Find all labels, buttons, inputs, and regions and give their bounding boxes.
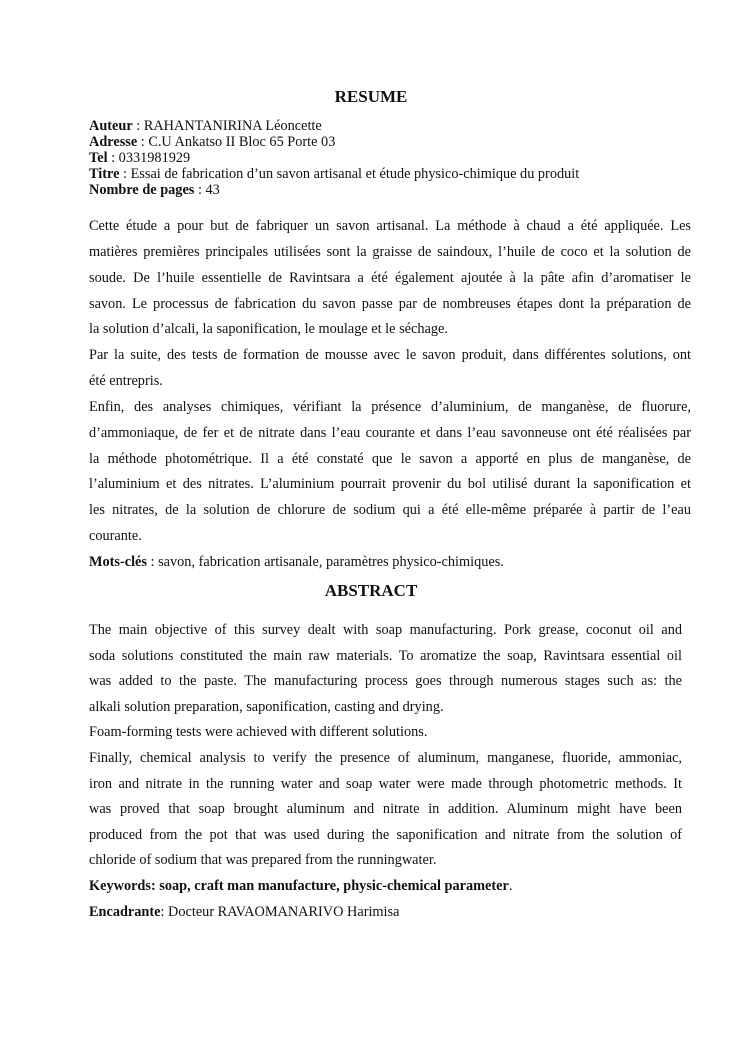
text-line: Finally, chemical analysis to verify the presence of aluminum, manganese, fluoride, ammoniac, [89, 749, 682, 766]
supervisor-name: : Docteur RAVAOMANARIVO Harimisa [160, 903, 400, 920]
text-line: Par la suite, des tests de formation de mousse avec le savon produit, dans différentes solutions, ont [89, 347, 691, 364]
text-line: The main objective of this survey dealt with soap manufacturing. Pork grease, coconut oil and [89, 622, 682, 638]
field-address [89, 134, 691, 150]
text-line: les nitrates, de la solution de chlorure de sodium qui a été elle-même préparée à partir de l’eau [89, 502, 691, 519]
field-label: Titre [89, 166, 120, 182]
text-line: courante. [89, 528, 142, 545]
text-line: soude. De l’huile essentielle de Ravintsara a été également ajoutée à la pâte afin d’aromatiser le [89, 269, 691, 286]
text-line: soda solutions constituted the main raw materials. To aromatize the soap, Ravintsara essential oil [89, 647, 682, 664]
text-line: savon. Le processus de fabrication du savon passe par de nombreuses étapes dont la préparation de [89, 295, 691, 312]
text-line: été entrepris. [89, 373, 163, 390]
keywords-end: . [508, 877, 513, 894]
text-line: Enfin, des analyses chimiques, vérifiant la présence d’aluminium, de manganèse, de fluorure, [89, 398, 691, 415]
abstract-keywords [89, 874, 682, 900]
text-line: was added to the paste. The manufacturing process goes through numerous stages such as: the [89, 673, 682, 690]
field-label: Auteur [89, 118, 133, 134]
field-author [89, 118, 691, 134]
field-value: 43 [205, 182, 220, 198]
resume-title: RESUME [334, 87, 408, 106]
abstract-paragraph [89, 746, 682, 874]
text-line: iron and nitrate in the running water and soap water were made through photometric methods. It [89, 775, 682, 792]
field-sep: : [194, 182, 206, 198]
field-sep: : [119, 166, 131, 182]
text-line: was proved that soap brought aluminum and nitrate in addition. Aluminum might have been [89, 801, 682, 818]
field-label: Adresse [89, 134, 138, 150]
abstract-paragraph [89, 720, 682, 746]
text-line: d’ammoniaque, de fer et de nitrate dans l’eau courante et dans l’eau savonneuse ont été réalisées par [89, 424, 691, 441]
resume-paragraph [89, 395, 691, 550]
text-line: chloride of sodium that was prepared from the runningwater. [89, 852, 437, 869]
field-tel [89, 150, 691, 166]
field-sep: : [107, 150, 119, 166]
text-line: la solution d’alcali, la saponification, le moulage et le séchage. [89, 321, 448, 338]
field-value: 0331981929 [118, 150, 191, 166]
field-sep: : [137, 134, 149, 150]
resume-paragraph [89, 343, 691, 395]
field-title [89, 166, 691, 182]
keywords-text: : savon, fabrication artisanale, paramètres physico-chimiques. [146, 553, 504, 570]
text-line: Foam-forming tests were achieved with different solutions. [89, 724, 428, 741]
text-line: alkali solution preparation, saponification, casting and drying. [89, 698, 444, 715]
keywords-label: Mots-clés [89, 553, 147, 570]
field-value: C.U Ankatso II Bloc 65 Porte 03 [148, 134, 336, 150]
resume-header-fields [89, 118, 691, 198]
supervisor [89, 900, 682, 926]
abstract-body [89, 618, 682, 925]
field-value: Essai de fabrication d’un savon artisanal et étude physico-chimique du produit [130, 166, 580, 182]
resume-keywords [89, 550, 691, 576]
abstract-title: ABSTRACT [324, 581, 418, 600]
field-label: Nombre de pages [89, 182, 195, 198]
resume-body [89, 214, 691, 576]
field-pages [89, 182, 691, 198]
resume-paragraph [89, 214, 691, 343]
text-line: Cette étude a pour but de fabriquer un savon artisanal. La méthode à chaud a été appliquée. Les [89, 218, 691, 234]
field-label: Tel [89, 150, 108, 166]
supervisor-label: Encadrante [89, 903, 161, 920]
text-line: produced from the pot that was used during the saponification and nitrate from the solution of [89, 826, 682, 843]
text-line: la méthode photométrique. Il a été constaté que le savon a apporté en plus de manganèse, de [89, 450, 691, 467]
field-sep: : [132, 118, 144, 134]
text-line: matières premières principales utilisées sont la graisse de saindoux, l’huile de coco et la solution de [89, 243, 691, 260]
abstract-paragraph [89, 618, 682, 720]
field-value: RAHANTANIRINA Léoncette [143, 118, 322, 134]
text-line: l’aluminium et des nitrates. L’aluminium pourrait provenir du bol utilisé durant la saponification et [89, 476, 691, 493]
keywords-text: Keywords: soap, craft man manufacture, physic-chemical parameter [89, 877, 509, 894]
